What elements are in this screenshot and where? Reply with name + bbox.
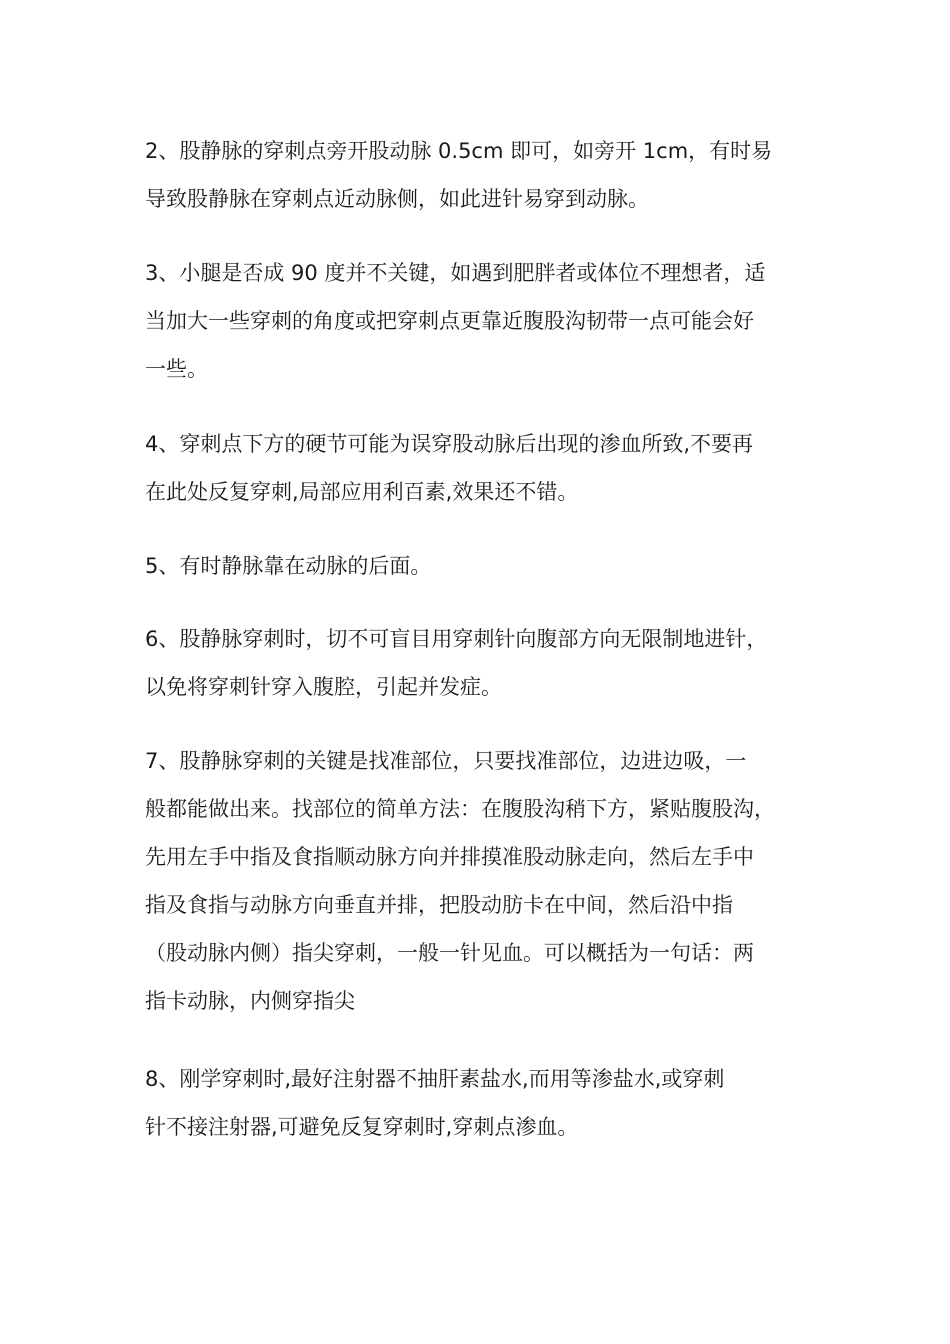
paragraph-line: 般都能做出来。找部位的简单方法：在腹股沟稍下方，紧贴腹股沟， (145, 797, 775, 821)
paragraph-line: 在此处反复穿刺,局部应用利百素,效果还不错。 (145, 480, 579, 504)
paragraph-line: 一些。 (145, 357, 208, 381)
paragraph-line: 8、刚学穿刺时,最好注射器不抽肝素盐水,而用等渗盐水,或穿刺 (145, 1067, 725, 1091)
paragraph-line: 5、有时静脉靠在动脉的后面。 (145, 554, 432, 578)
paragraph-line: 3、小腿是否成 90 度并不关键，如遇到肥胖者或体位不理想者，适 (145, 261, 766, 285)
paragraph-line: 以免将穿刺针穿入腹腔，引起并发症。 (145, 675, 502, 699)
paragraph-line: 6、股静脉穿刺时，切不可盲目用穿刺针向腹部方向无限制地进针， (145, 627, 768, 651)
paragraph-6 (145, 615, 835, 711)
paragraph-line: 7、股静脉穿刺的关键是找准部位，只要找准部位，边进边吸，一 (145, 749, 747, 773)
paragraph-line: 2、股静脉的穿刺点旁开股动脉 0.5cm 即可，如旁开 1cm，有时易 (145, 139, 773, 163)
paragraph-8 (145, 1055, 835, 1151)
paragraph-3 (145, 249, 835, 393)
paragraph-5 (145, 542, 835, 590)
paragraph-line: 当加大一些穿刺的角度或把穿刺点更靠近腹股沟韧带一点可能会好 (145, 309, 754, 333)
paragraph-line: 指卡动脉，内侧穿指尖 (145, 989, 355, 1013)
paragraph-line: 针不接注射器,可避免反复穿刺时,穿刺点渗血。 (145, 1115, 579, 1139)
paragraph-line: 先用左手中指及食指顺动脉方向并排摸准股动脉走向，然后左手中 (145, 845, 754, 869)
paragraph-2 (145, 127, 835, 223)
paragraph-line: 指及食指与动脉方向垂直并排，把股动肪卡在中间，然后沿中指 (145, 893, 733, 917)
paragraph-7 (145, 737, 835, 1025)
paragraph-line: 4、穿刺点下方的硬节可能为误穿股动脉后出现的渗血所致,不要再 (145, 432, 754, 456)
paragraph-line: （股动脉内侧）指尖穿刺，一般一针见血。可以概括为一句话：两 (145, 941, 754, 965)
paragraph-4 (145, 420, 835, 516)
paragraph-line: 导致股静脉在穿刺点近动脉侧，如此进针易穿到动脉。 (145, 187, 649, 211)
